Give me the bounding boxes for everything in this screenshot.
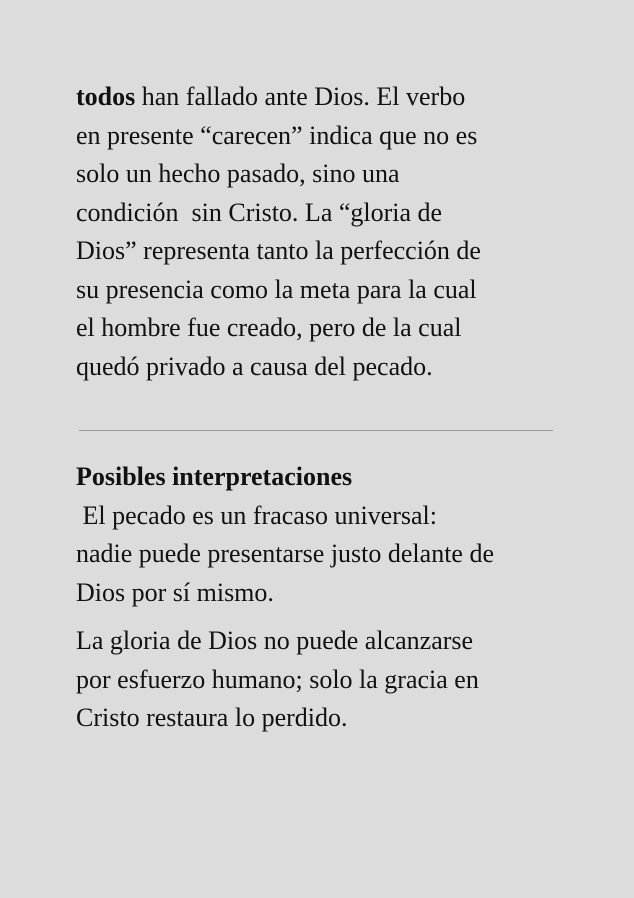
section-divider [79, 430, 553, 431]
paragraph-line: por esfuerzo humano; solo la gracia en [76, 664, 479, 694]
paragraph-line: nadie puede presentarse justo delante de [76, 539, 494, 568]
intro-line: quedó privado a causa del pecado. [76, 351, 433, 381]
section-heading: Posibles interpretaciones [76, 462, 353, 491]
paragraph-line: Cristo restaura lo perdido. [76, 703, 348, 732]
intro-line-1 [76, 78, 566, 117]
paragraph-line: El pecado es un fracaso universal: [76, 500, 437, 530]
interpretations-section [76, 458, 576, 748]
paragraph-line: La gloria de Dios no puede alcanzarse [76, 626, 474, 655]
intro-line: su presencia como la meta para la cual [76, 274, 477, 304]
paragraph-line: Dios por sí mismo. [76, 577, 274, 607]
intro-paragraph [76, 78, 566, 386]
bold-word: todos [76, 82, 136, 111]
intro-line: solo un hecho pasado, sino una [76, 159, 400, 188]
intro-line-1-rest: han fallado ante Dios. El verbo [135, 82, 466, 111]
interpretation-paragraph-2 [76, 622, 576, 738]
intro-line: en presente “carecen” indica que no es [76, 120, 478, 150]
interpretation-paragraph-1 [76, 497, 576, 613]
intro-line: Dios” representa tanto la perfección de [76, 236, 481, 265]
intro-line: condición sin Cristo. La “gloria de [76, 197, 443, 227]
intro-line: el hombre fue creado, pero de la cual [76, 313, 462, 342]
